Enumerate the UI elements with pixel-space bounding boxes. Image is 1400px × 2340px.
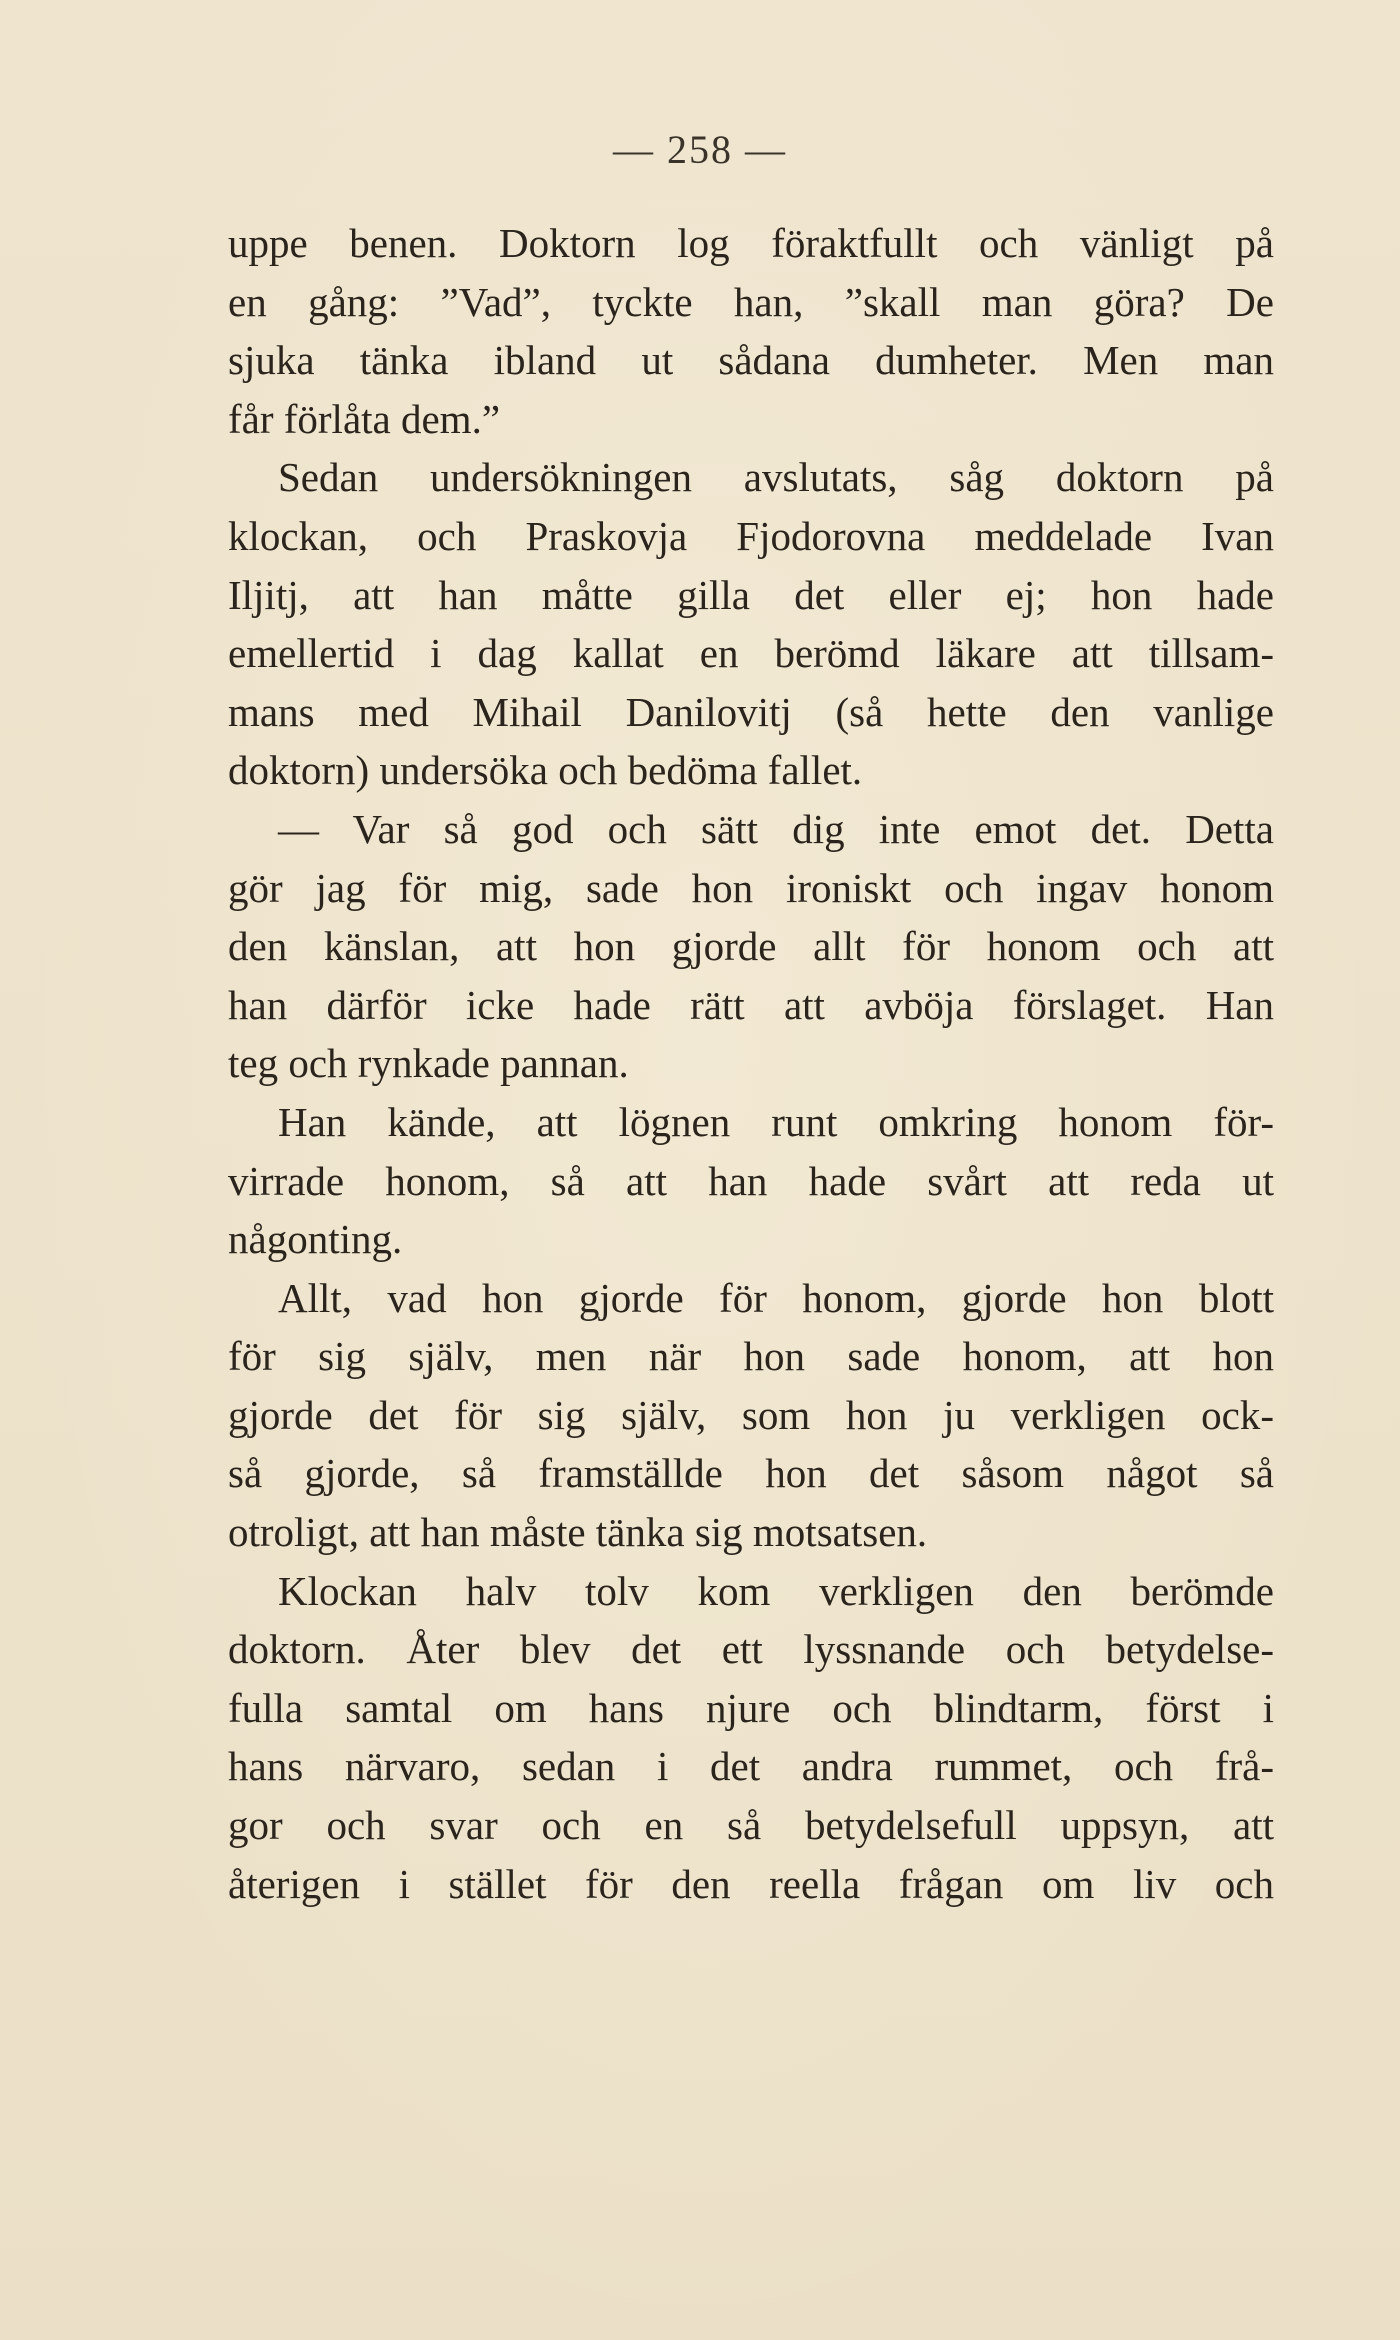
text-line: han därför icke hade rätt att avböja förslaget. Han [228,981,1274,1028]
text-line: gor och svar och en så betydelsefull uppsyn, att [228,1802,1274,1849]
text-line: för sig själv, men när hon sade honom, att hon [228,1333,1274,1380]
text-line: den känslan, att hon gjorde allt för honom och att [228,923,1274,970]
text-line: någonting. [228,1216,403,1263]
text-line: — Var så god och sätt dig inte emot det. Detta [278,805,1274,852]
text-line: Allt, vad hon gjorde för honom, gjorde hon blott [278,1274,1274,1321]
text-line: doktorn. Åter blev det ett lyssnande och betydelse- [228,1626,1274,1673]
text-line: Klockan halv tolv kom verkligen den berömde [278,1567,1274,1614]
text-line: Han kände, att lögnen runt omkring honom för- [278,1098,1274,1145]
body-text [228,214,1274,1913]
text-line: så gjorde, så framställde hon det såsom något så [228,1450,1274,1497]
text-line: mans med Mihail Danilovitj (så hette den vanlige [228,688,1274,735]
text-line: virrade honom, så att han hade svårt att reda ut [228,1157,1274,1204]
text-line: doktorn) undersöka och bedöma fallet. [228,747,863,794]
text-line: en gång: ”Vad”, tyckte han, ”skall man göra? De [228,278,1274,325]
text-line: fulla samtal om hans njure och blindtarm, först i [228,1684,1274,1731]
text-line: får förlåta dem.” [228,395,501,442]
page-number: — 258 — [613,127,787,172]
text-line: teg och rynkade pannan. [228,1040,629,1087]
text-line: återigen i stället för den reella frågan om liv och [228,1860,1274,1907]
text-line: gör jag för mig, sade hon ironiskt och ingav honom [228,864,1274,911]
text-line: sjuka tänka ibland ut sådana dumheter. Men man [228,337,1274,384]
text-line: Iljitj, att han måtte gilla det eller ej; hon hade [228,571,1274,618]
text-line: hans närvaro, sedan i det andra rummet, och frå- [228,1743,1274,1790]
text-line: uppe benen. Doktorn log föraktfullt och vänligt på [228,220,1274,266]
text-line: gjorde det för sig själv, som hon ju verkligen ock- [228,1391,1274,1438]
text-line: Sedan undersökningen avslutats, såg doktorn på [278,454,1274,501]
text-line: klockan, och Praskovja Fjodorovna meddelade Ivan [228,512,1274,559]
text-line: otroligt, att han måste tänka sig motsatsen. [228,1509,928,1556]
text-line: emellertid i dag kallat en berömd läkare att tillsam- [228,630,1274,677]
